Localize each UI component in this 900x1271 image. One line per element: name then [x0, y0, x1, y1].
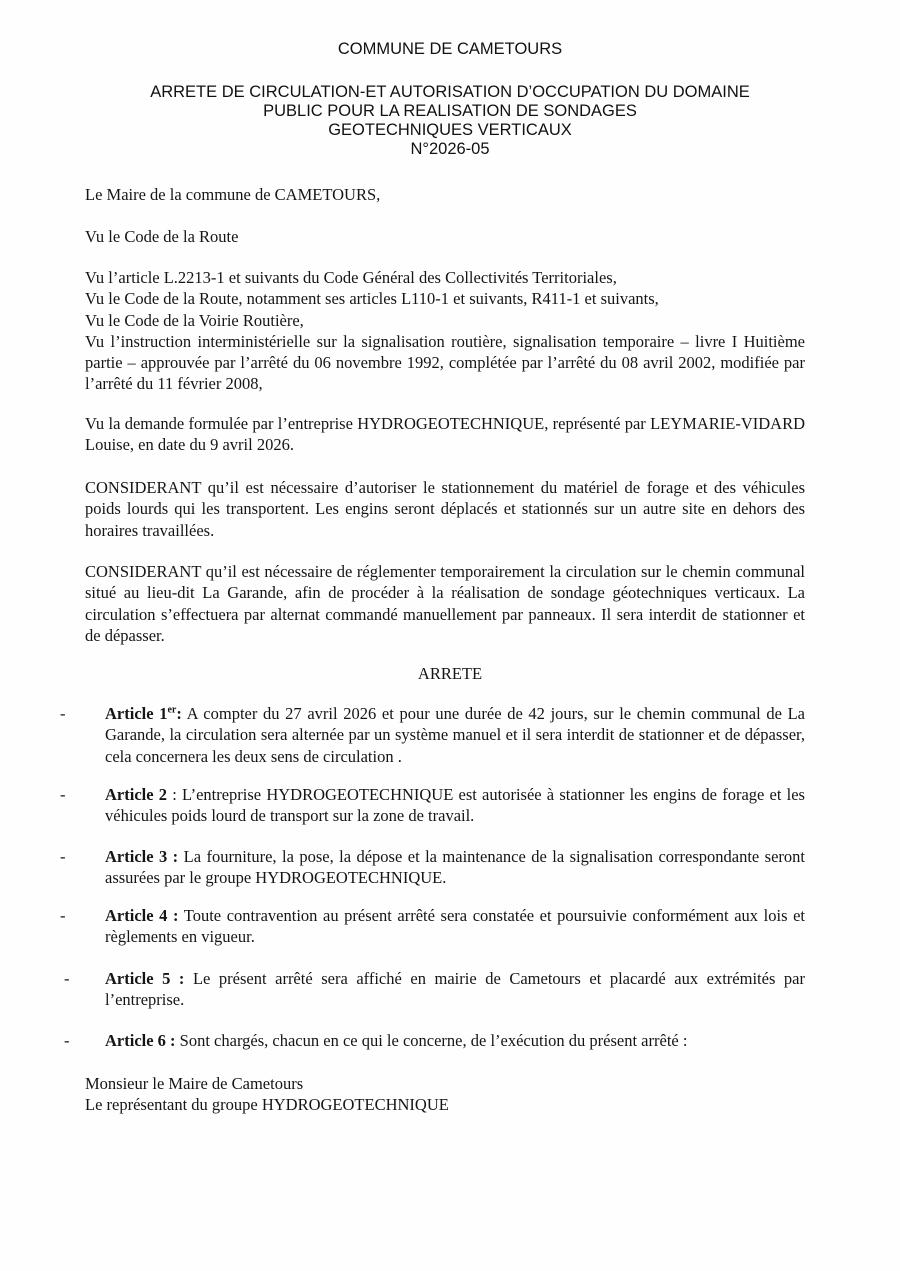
considerant-2: CONSIDERANT qu’il est nécessaire de réglementer temporairement la circulation sur le chemin communal situé au lieu-dit La Garande, afin de procéder à la réalisation de sondage géotechniques verticaux. La circulation s’effectuera par alternat commandé manuellement par panneaux. Il sera interdit de stationner et de dépasser.	[85, 562, 805, 645]
arrete-heading: ARRETE	[417, 664, 483, 683]
list-dash: -	[64, 969, 70, 988]
list-dash: -	[60, 847, 66, 866]
signer: Le représentant du groupe HYDROGEOTECHNIQUE	[85, 1095, 449, 1115]
decree-title	[0, 83, 900, 159]
vu-line: Vu l’article L.2213-1 et suivants du Code Général des Collectivités Territoriales,	[85, 268, 617, 287]
vu-line: Vu le Code de la Voirie Routière,	[85, 310, 304, 330]
article-label: Article 5 :	[105, 969, 185, 988]
signer: Monsieur le Maire de Cametours	[85, 1074, 304, 1093]
article-label: Article 6 :	[105, 1031, 176, 1050]
article-text: Toute contravention au présent arrêté sera constatée et poursuivie conformément aux lois et règlements en vigueur.	[105, 906, 805, 947]
article-text: La fourniture, la pose, la dépose et la maintenance de la signalisation correspondante seront assurées par le groupe HYDROGEOTECHNIQUE.	[105, 847, 805, 888]
article-label	[105, 704, 182, 723]
article-label: Article 2	[105, 785, 168, 804]
vu-code-route: Vu le Code de la Route	[85, 227, 239, 246]
article-text: A compter du 27 avril 2026 et pour une durée de 42 jours, sur le chemin communal de La Garande, la circulation sera alternée par un système manuel et il sera interdit de stationner et de dépasser, cela concernera les deux sens de circulation .	[105, 704, 805, 766]
signers-list	[85, 1073, 449, 1116]
commune-name: COMMUNE DE CAMETOURS	[337, 40, 563, 58]
article-label-text: Article 1	[105, 704, 168, 723]
list-dash: -	[64, 1031, 70, 1050]
article-text: : L’entreprise HYDROGEOTECHNIQUE est autorisée à stationner les engins de forage et les véhicules poids lourd de transport sur la zone de travail.	[105, 785, 805, 826]
article-label: Article 4 :	[105, 906, 179, 925]
title-line: PUBLIC POUR LA REALISATION DE SONDAGES	[263, 102, 637, 120]
vu-line: Vu l’instruction interministérielle sur la signalisation routière, signalisation temporaire – livre I Huitième partie – approuvée par l’arrêté du 06 novembre 1992, complétée par l’arrêté du 08 avril 2002, modifiée par l’arrêté du 11 février 2008,	[85, 331, 805, 394]
list-dash: -	[60, 785, 66, 804]
article-5	[64, 968, 824, 1011]
article-2	[60, 784, 820, 827]
article-text: Sont chargés, chacun en ce qui le concerne, de l’exécution du présent arrêté :	[175, 1031, 688, 1050]
article-label: Article 3 :	[105, 847, 179, 866]
article-3	[60, 846, 820, 889]
mayor-intro: Le Maire de la commune de CAMETOURS,	[85, 185, 381, 204]
list-dash: -	[60, 906, 66, 925]
title-line: GEOTECHNIQUES VERTICAUX	[328, 121, 572, 139]
article-1	[60, 703, 820, 767]
article-6	[64, 1030, 824, 1051]
article-text: Le présent arrêté sera affiché en mairie de Cametours et placardé aux extrémités par l’entreprise.	[105, 969, 805, 1010]
vu-demande: Vu la demande formulée par l’entreprise HYDROGEOTECHNIQUE, représenté par LEYMARIE-VIDARD Louise, en date du 9 avril 2026.	[85, 414, 805, 455]
article-label-sup: er	[167, 704, 177, 716]
list-dash: -	[60, 704, 66, 723]
decree-number: N°2026-05	[410, 140, 490, 158]
title-line: ARRETE DE CIRCULATION-ET AUTORISATION D’OCCUPATION DU DOMAINE	[150, 83, 750, 101]
considerant-1: CONSIDERANT qu’il est nécessaire d’autoriser le stationnement du matériel de forage et des véhicules poids lourds qui les transportent. Les engins seront déplacés et stationnés sur un autre site en dehors des horaires travaillées.	[85, 478, 805, 540]
vu-line: Vu le Code de la Route, notamment ses articles L110-1 et suivants, R411-1 et suivants,	[85, 289, 659, 309]
article-label-suffix: :	[176, 704, 182, 723]
article-4	[60, 905, 820, 948]
vu-references	[85, 267, 805, 395]
